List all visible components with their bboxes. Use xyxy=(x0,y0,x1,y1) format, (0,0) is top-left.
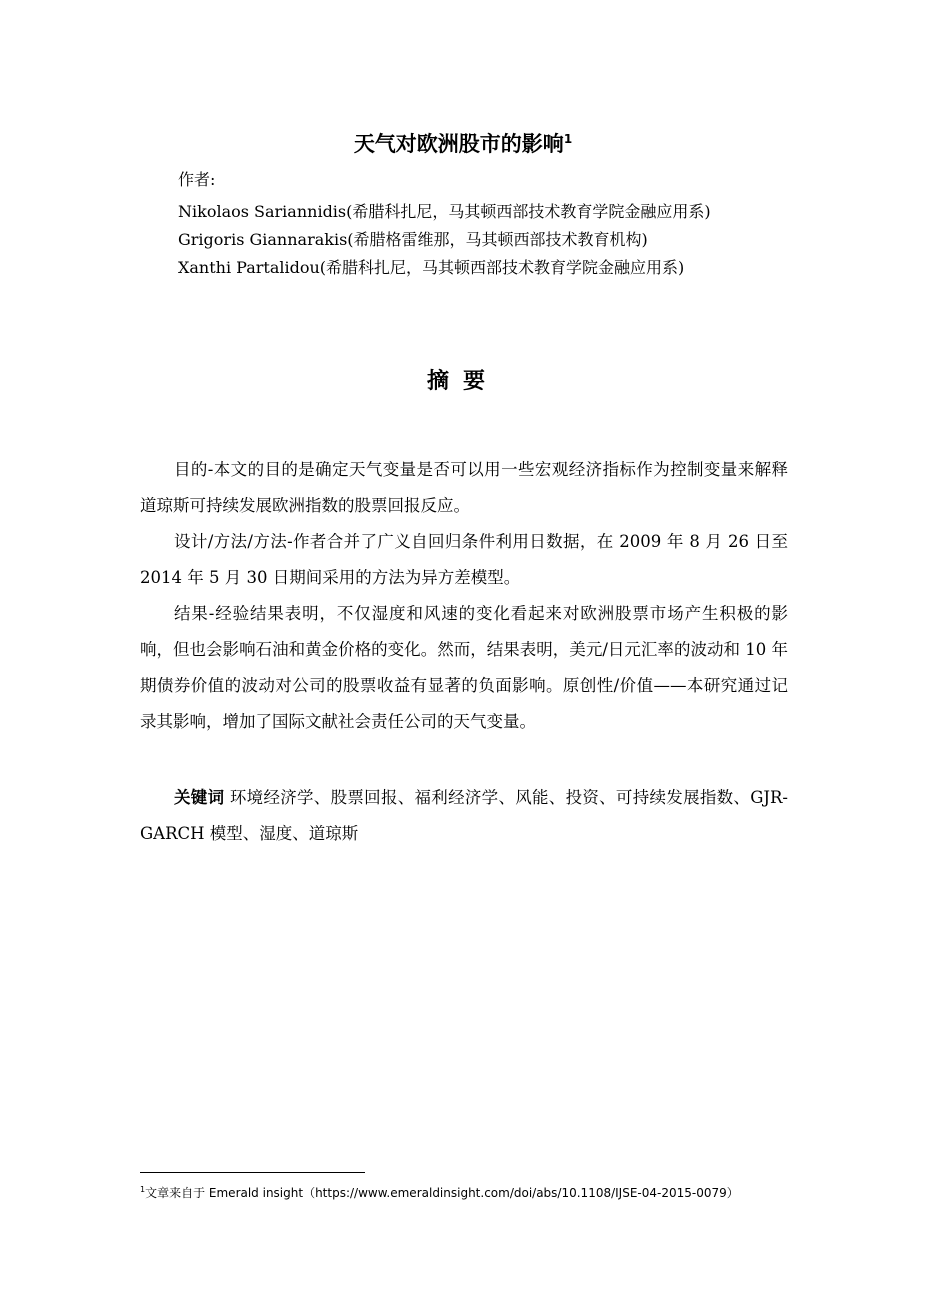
footnote-mark: 1 xyxy=(140,1185,146,1194)
title-footnote-mark: 1 xyxy=(563,132,573,146)
abstract-paragraph: 结果-经验结果表明，不仅湿度和风速的变化看起来对欧洲股票市场产生积极的影响，但也会影响石油和黄金价格的变化。然而，结果表明，美元/日元汇率的波动和 10 年期债券价值的波动对公司的股票收益有显著的负面影响。原创性/价值——本研究通过记录其影响，增加了国际文献社会责任公司的天气变量。 xyxy=(140,604,788,731)
author-line: Grigoris Giannarakis(希腊格雷维那，马其顿西部技术教育机构) xyxy=(178,230,648,249)
author-line: Xanthi Partalidou(希腊科扎尼，马其顿西部技术教育学院金融应用系) xyxy=(178,258,685,277)
keywords-label: 关键词 xyxy=(174,788,225,807)
footnote xyxy=(140,1181,739,1202)
author-label: 作者: xyxy=(178,170,216,189)
abstract-heading: 摘要 xyxy=(426,369,499,394)
abstract-paragraph: 目的-本文的目的是确定天气变量是否可以用一些宏观经济指标作为控制变量来解释道琼斯可持续发展欧洲指数的股票回报反应。 xyxy=(140,460,788,515)
paper-title-text: 天气对欧洲股市的影响 xyxy=(353,132,564,156)
keywords-paragraph xyxy=(140,780,788,852)
abstract-body xyxy=(140,452,788,740)
author-line: Nikolaos Sariannidis(希腊科扎尼，马其顿西部技术教育学院金融应用系) xyxy=(178,202,711,221)
abstract-paragraph: 设计/方法/方法-作者合并了广义自回归条件利用日数据，在 2009 年 8 月 26 日至 2014 年 5 月 30 日期间采用的方法为异方差模型。 xyxy=(140,532,788,587)
keywords-block xyxy=(140,780,788,852)
footnote-text: 文章来自于 Emerald insight（https://www.emeraldinsight.com/doi/abs/10.1108/IJSE-04-2015-0079） xyxy=(145,1186,739,1200)
paper-title xyxy=(0,124,926,159)
keywords-text: 环境经济学、股票回报、福利经济学、风能、投资、可持续发展指数、GJR-GARCH 模型、湿度、道琼斯 xyxy=(140,788,788,843)
author-block xyxy=(178,166,711,282)
footnote-divider xyxy=(140,1172,365,1173)
